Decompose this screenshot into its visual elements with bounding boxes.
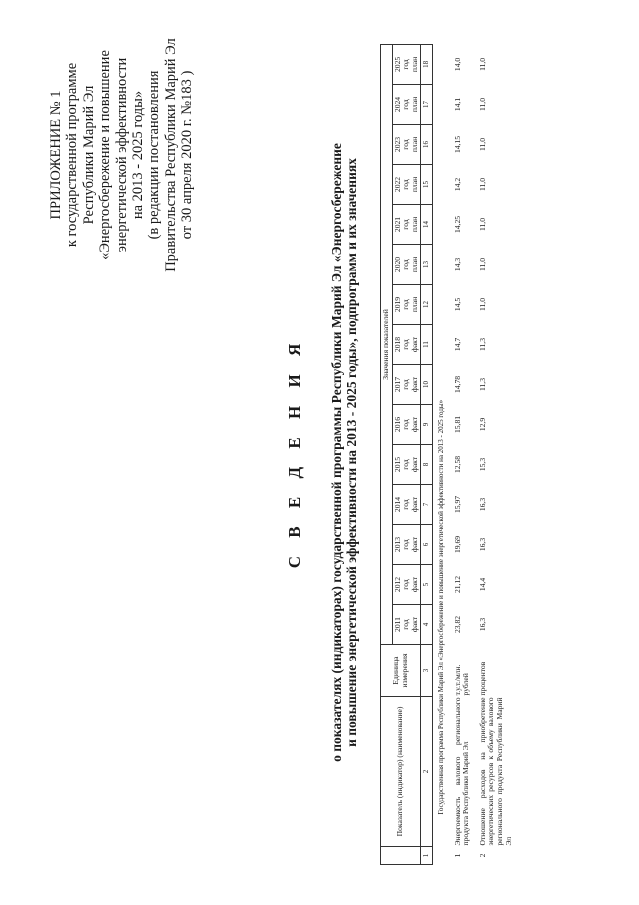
year-header-unit: год <box>401 259 411 270</box>
column-numbers-row <box>421 44 433 864</box>
year-header-kind: план <box>409 176 419 193</box>
value-cell: 14,25 <box>452 215 462 234</box>
value-cell: 14,78 <box>452 375 462 394</box>
header-cell-unit: Единица измерения <box>381 645 421 697</box>
column-number-cell: 6 <box>421 525 433 565</box>
header-cell-values-group: Значения показателей <box>381 44 393 644</box>
document-heading <box>285 0 359 905</box>
column-number-cell: 4 <box>421 605 433 645</box>
column-number-cell: 7 <box>421 485 433 525</box>
value-cell: 14,5 <box>452 297 462 312</box>
value-cell: 14,7 <box>452 337 462 352</box>
appendix-line: (в редакции постановления <box>146 70 163 240</box>
column-number-cell: 15 <box>421 165 433 205</box>
column-number-cell: 16 <box>421 125 433 165</box>
value-cell: 16,3 <box>477 497 487 512</box>
year-header-unit: год <box>401 539 411 550</box>
column-number-cell: 3 <box>421 645 433 697</box>
value-cell: 14,15 <box>452 135 462 154</box>
header-cell-year <box>392 44 421 84</box>
header-cell-year <box>392 325 421 365</box>
year-header-kind: факт <box>409 576 419 593</box>
value-cell: 15,81 <box>452 415 462 434</box>
header-cell-year <box>392 485 421 525</box>
section-row <box>432 44 449 864</box>
value-cell: 11,0 <box>477 218 487 232</box>
column-number-cell: 5 <box>421 565 433 605</box>
year-header-year: 2024 <box>392 96 402 113</box>
indicator-name-cell: Отношение расходов на приобретение энергетических ресурсов к объему валового регионального продукта Республики Марий Эл <box>477 697 513 846</box>
year-header-unit: год <box>401 139 411 150</box>
column-number-cell: 14 <box>421 205 433 245</box>
year-header-unit: год <box>401 59 411 70</box>
year-header-kind: факт <box>409 616 419 633</box>
year-header-unit: год <box>401 619 411 630</box>
year-header-kind: план <box>409 256 419 273</box>
table-row <box>475 44 517 864</box>
header-cell-year <box>392 525 421 565</box>
year-header-year: 2015 <box>392 456 402 473</box>
value-cell: 14,3 <box>452 257 462 272</box>
document-subtitle-line-2: и повышение энергетической эффективности на 2013 - 2025 годы», подпрограмм и их значениях <box>344 158 359 747</box>
column-number-cell: 9 <box>421 405 433 445</box>
year-header-unit: год <box>401 219 411 230</box>
year-header-year: 2021 <box>392 216 402 233</box>
value-cell: 11,0 <box>477 98 487 112</box>
header-cell-year <box>392 125 421 165</box>
year-header-kind: факт <box>409 416 419 433</box>
year-header-unit: год <box>401 379 411 390</box>
year-header-unit: год <box>401 419 411 430</box>
header-cell-year <box>392 565 421 605</box>
year-header-kind: факт <box>409 496 419 513</box>
header-cell-year <box>392 245 421 285</box>
column-number-cell: 13 <box>421 245 433 285</box>
header-cell-year <box>392 85 421 125</box>
column-number-cell: 1 <box>421 847 433 865</box>
year-header-year: 2018 <box>392 336 402 353</box>
column-number-cell: 12 <box>421 285 433 325</box>
year-header-unit: год <box>401 99 411 110</box>
value-cell: 12,9 <box>477 417 487 432</box>
value-cell: 11,0 <box>477 57 487 71</box>
year-header-unit: год <box>401 179 411 190</box>
header-cell-number <box>381 847 421 865</box>
value-cell: 11,0 <box>477 298 487 312</box>
appendix-block <box>48 5 196 305</box>
appendix-line: Правительства Республики Марий Эл <box>162 38 179 272</box>
year-header-year: 2023 <box>392 136 402 153</box>
year-header-kind: факт <box>409 376 419 393</box>
year-header-unit: год <box>401 339 411 350</box>
year-header-kind: план <box>409 56 419 73</box>
appendix-line: ПРИЛОЖЕНИЕ № 1 <box>48 90 64 220</box>
header-cell-year <box>392 165 421 205</box>
table-row <box>450 44 475 864</box>
row-number-cell: 2 <box>477 853 487 858</box>
value-cell: 23,82 <box>452 615 462 634</box>
year-header-unit: год <box>401 499 411 510</box>
value-cell: 11,0 <box>477 178 487 192</box>
appendix-line: «Энергосбережение и повышение <box>97 50 114 260</box>
value-cell: 11,0 <box>477 258 487 272</box>
year-header-unit: год <box>401 299 411 310</box>
year-header-unit: год <box>401 459 411 470</box>
column-number-cell: 18 <box>421 44 433 84</box>
value-cell: 12,58 <box>452 455 462 474</box>
column-number-cell: 2 <box>421 697 433 847</box>
year-header-kind: план <box>409 96 419 113</box>
column-number-cell: 17 <box>421 85 433 125</box>
header-cell-year <box>392 605 421 645</box>
header-cell-indicator: Показатель (индикатор) (наименование) <box>381 697 421 847</box>
unit-cell: процентов <box>477 661 487 696</box>
indicators-table <box>380 44 517 865</box>
appendix-line: Республики Марий Эл <box>80 85 97 225</box>
year-header-year: 2013 <box>392 536 402 553</box>
row-number-cell: 1 <box>452 853 462 858</box>
value-cell: 15,3 <box>477 457 487 472</box>
value-cell: 16,3 <box>477 537 487 552</box>
indicator-name-cell: Энергоемкость валового регионального продукта Республики Марий Эл <box>452 697 471 846</box>
section-title: Государственная программа Республики Марий Эл «Энергосбережение и повышение энергетической эффективности на 2013 - 2025 годы» <box>436 399 445 815</box>
value-cell: 11,3 <box>477 378 487 392</box>
document-title: С В Е Д Е Н И Я <box>285 336 304 569</box>
year-header-kind: план <box>409 216 419 233</box>
column-number-cell: 10 <box>421 365 433 405</box>
value-cell: 11,0 <box>477 138 487 152</box>
year-header-kind: факт <box>409 456 419 473</box>
value-cell: 19,69 <box>452 535 462 554</box>
header-cell-year <box>392 285 421 325</box>
value-cell: 14,2 <box>452 177 462 192</box>
appendix-line: от 30 апреля 2020 г. №183 ) <box>179 70 196 240</box>
header-cell-year <box>392 205 421 245</box>
year-header-kind: факт <box>409 536 419 553</box>
year-header-kind: факт <box>409 336 419 353</box>
value-cell: 11,3 <box>477 338 487 352</box>
year-header-year: 2025 <box>392 56 402 72</box>
year-header-year: 2014 <box>392 496 402 513</box>
table-body <box>381 44 518 864</box>
value-cell: 14,0 <box>452 57 462 72</box>
year-header-year: 2011 <box>392 617 402 632</box>
header-cell-year <box>392 445 421 485</box>
header-cell-year <box>392 365 421 405</box>
appendix-line: на 2013 - 2025 годы» <box>130 90 147 220</box>
year-header-year: 2016 <box>392 416 402 433</box>
value-cell: 14,4 <box>477 577 487 592</box>
column-number-cell: 11 <box>421 325 433 365</box>
appendix-line: энергетической эффективности <box>113 57 130 253</box>
value-cell: 14,1 <box>452 97 462 112</box>
header-cell-year <box>392 405 421 445</box>
value-cell: 16,3 <box>477 617 487 632</box>
year-header-year: 2012 <box>392 576 402 593</box>
year-header-kind: план <box>409 296 419 313</box>
year-header-year: 2022 <box>392 176 402 193</box>
value-cell: 15,97 <box>452 495 462 514</box>
appendix-line: к государственной программе <box>64 62 81 248</box>
year-header-year: 2017 <box>392 376 402 393</box>
year-header-year: 2019 <box>392 296 402 313</box>
year-header-unit: год <box>401 579 411 590</box>
column-number-cell: 8 <box>421 445 433 485</box>
year-header-year: 2020 <box>392 256 402 273</box>
year-header-kind: план <box>409 136 419 153</box>
document-subtitle-line-1: о показателях (индикаторах) государственной программы Республики Марий Эл «Энергосбережение <box>329 143 344 762</box>
header-row-group <box>381 44 393 864</box>
value-cell: 21,12 <box>452 575 462 594</box>
unit-cell: т.у.т./млн. рублей <box>452 664 471 696</box>
